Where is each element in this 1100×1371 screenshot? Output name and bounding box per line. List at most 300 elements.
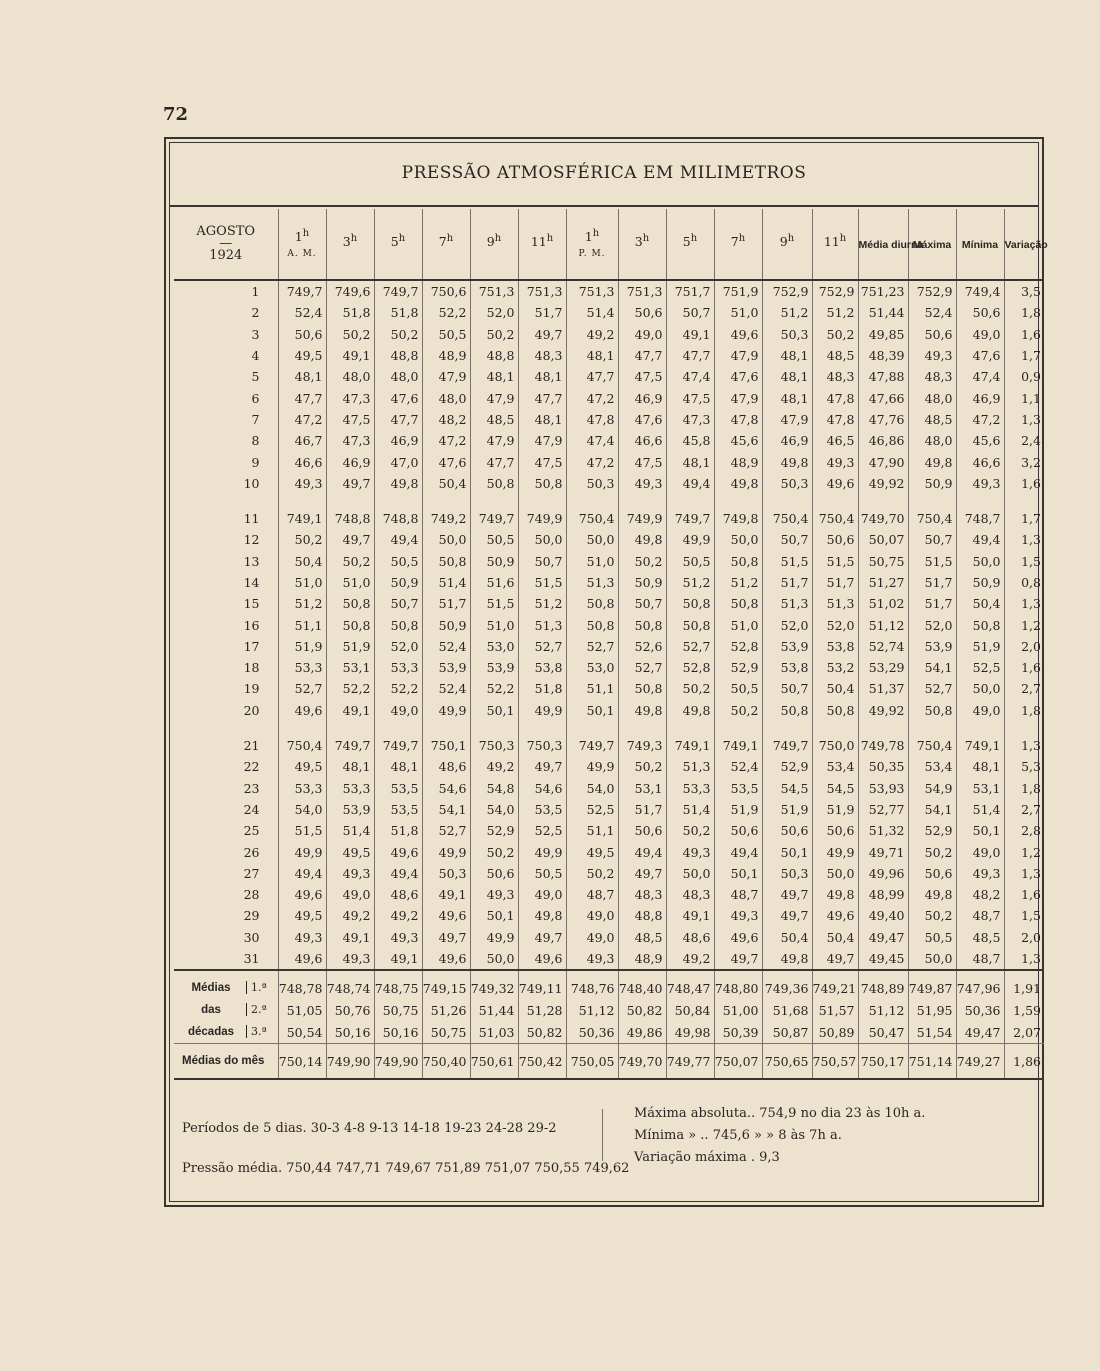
value-cell: 50,5: [374, 551, 422, 572]
hour-number: 1: [584, 229, 593, 245]
value-cell: 54,0: [566, 778, 618, 799]
value-cell: 49,0: [374, 700, 422, 721]
value-cell: 5,3: [1004, 756, 1044, 777]
gap-cell: [422, 494, 470, 508]
value-cell: 48,3: [518, 345, 566, 366]
value-cell: 51,8: [374, 820, 422, 841]
value-cell: 49,4: [278, 863, 326, 884]
footer-left: [182, 1109, 630, 1189]
value-cell: 2,8: [1004, 820, 1044, 841]
value-cell: 49,3: [566, 948, 618, 970]
value-cell: 51,54: [908, 1021, 956, 1044]
value-cell: 49,5: [566, 841, 618, 862]
value-cell: 50,2: [618, 551, 666, 572]
value-cell: 49,71: [858, 841, 908, 862]
value-cell: 48,1: [666, 451, 714, 472]
value-cell: 50,5: [422, 324, 470, 345]
year-label: 1924: [209, 248, 243, 263]
minima-header-label: Mínima: [961, 238, 999, 251]
variacao-header-label: Variação: [1004, 238, 1048, 251]
value-cell: 49,6: [812, 473, 858, 494]
value-cell: 51,0: [566, 551, 618, 572]
table-frame: [164, 137, 1048, 1207]
value-cell: 750,61: [470, 1044, 518, 1080]
value-cell: 749,1: [278, 508, 326, 529]
hour-number: 11: [823, 234, 840, 250]
value-cell: 49,4: [618, 841, 666, 862]
value-cell: 51,4: [422, 572, 470, 593]
value-cell: 49,3: [326, 863, 374, 884]
value-cell: 1,3: [1004, 863, 1044, 884]
value-cell: 51,3: [566, 572, 618, 593]
value-cell: 47,5: [518, 451, 566, 472]
value-cell: 51,4: [566, 302, 618, 323]
value-cell: 50,8: [618, 678, 666, 699]
value-cell: 53,9: [422, 657, 470, 678]
value-cell: 47,8: [812, 409, 858, 430]
decade-mean-row: [174, 999, 1044, 1021]
value-cell: 50,6: [812, 529, 858, 550]
value-cell: 50,2: [326, 324, 374, 345]
value-cell: 51,1: [566, 678, 618, 699]
value-cell: 50,6: [762, 820, 812, 841]
value-cell: 749,8: [714, 508, 762, 529]
value-cell: 52,2: [470, 678, 518, 699]
value-cell: 48,3: [908, 366, 956, 387]
value-cell: 53,29: [858, 657, 908, 678]
value-cell: 750,4: [908, 508, 956, 529]
value-cell: 47,6: [956, 345, 1004, 366]
value-cell: 53,3: [326, 778, 374, 799]
hour-number: 3: [342, 234, 351, 250]
value-cell: 50,1: [956, 820, 1004, 841]
value-cell: 50,8: [714, 551, 762, 572]
value-cell: 48,7: [566, 884, 618, 905]
value-cell: 51,7: [908, 593, 956, 614]
value-cell: 50,7: [762, 529, 812, 550]
value-cell: 50,16: [326, 1021, 374, 1044]
value-cell: 50,6: [908, 863, 956, 884]
max-abs-line: Máxima absoluta.. 754,9 no dia 23 às 10h a.: [634, 1106, 926, 1121]
value-cell: 51,3: [518, 614, 566, 635]
value-cell: 48,3: [666, 884, 714, 905]
value-cell: 49,6: [374, 841, 422, 862]
value-cell: 49,5: [278, 345, 326, 366]
gap-cell: [470, 494, 518, 508]
value-cell: 50,9: [470, 551, 518, 572]
value-cell: 50,5: [470, 529, 518, 550]
hour-header: [666, 209, 714, 280]
value-cell: 52,7: [278, 678, 326, 699]
gap-cell: [566, 494, 618, 508]
decade-mean-row: [174, 1021, 1044, 1044]
value-cell: 49,8: [618, 700, 666, 721]
value-cell: 48,5: [470, 409, 518, 430]
value-cell: 52,0: [908, 614, 956, 635]
value-cell: 50,2: [278, 529, 326, 550]
value-cell: 45,6: [956, 430, 1004, 451]
value-cell: 47,6: [714, 366, 762, 387]
value-cell: 50,2: [908, 905, 956, 926]
value-cell: 49,3: [908, 345, 956, 366]
value-cell: 49,3: [278, 927, 326, 948]
value-cell: 0,8: [1004, 572, 1044, 593]
value-cell: 48,9: [422, 345, 470, 366]
value-cell: 47,90: [858, 451, 908, 472]
value-cell: 50,6: [812, 820, 858, 841]
value-cell: 749,9: [518, 508, 566, 529]
value-cell: 0,9: [1004, 366, 1044, 387]
value-cell: 1,2: [1004, 614, 1044, 635]
value-cell: 48,8: [374, 345, 422, 366]
value-cell: 750,4: [908, 735, 956, 756]
day-cell: 7: [251, 411, 260, 427]
hour-unit: h: [839, 233, 847, 245]
value-cell: 49,92: [858, 473, 908, 494]
value-cell: 48,0: [374, 366, 422, 387]
value-cell: 50,9: [956, 572, 1004, 593]
day-cell: 6: [251, 390, 260, 406]
value-cell: 750,1: [422, 735, 470, 756]
value-cell: 2,7: [1004, 678, 1044, 699]
value-cell: 749,21: [812, 970, 858, 999]
value-cell: 50,2: [812, 324, 858, 345]
value-cell: 49,7: [762, 905, 812, 926]
day-cell: 3: [251, 326, 260, 342]
day-cell: 19: [243, 681, 260, 697]
table-row: [174, 905, 1044, 926]
value-cell: 50,0: [470, 948, 518, 970]
value-cell: 751,3: [518, 280, 566, 302]
value-cell: 751,3: [566, 280, 618, 302]
value-cell: 51,3: [762, 593, 812, 614]
value-cell: 50,6: [618, 820, 666, 841]
value-cell: 47,4: [666, 366, 714, 387]
value-cell: 49,1: [374, 948, 422, 970]
value-cell: 50,75: [374, 999, 422, 1021]
value-cell: 51,5: [762, 551, 812, 572]
hour-number: 3: [634, 234, 643, 250]
value-cell: 48,99: [858, 884, 908, 905]
value-cell: 50,07: [858, 529, 908, 550]
value-cell: 1,91: [1004, 970, 1044, 999]
gap-cell: [956, 494, 1004, 508]
value-cell: 50,7: [762, 678, 812, 699]
value-cell: 51,0: [714, 614, 762, 635]
value-cell: 49,6: [714, 927, 762, 948]
value-cell: 52,9: [714, 657, 762, 678]
hour-header: [714, 209, 762, 280]
value-cell: 54,1: [422, 799, 470, 820]
decade-mean-row: [174, 970, 1044, 999]
value-cell: 47,2: [566, 387, 618, 408]
table-row: [174, 324, 1044, 345]
value-cell: 51,3: [812, 593, 858, 614]
value-cell: 48,39: [858, 345, 908, 366]
value-cell: 47,9: [470, 430, 518, 451]
value-cell: 49,9: [518, 841, 566, 862]
value-cell: 1,5: [1004, 551, 1044, 572]
value-cell: 49,4: [374, 529, 422, 550]
value-cell: 47,2: [956, 409, 1004, 430]
value-cell: 50,2: [908, 841, 956, 862]
value-cell: 46,6: [956, 451, 1004, 472]
hour-number: 9: [779, 234, 788, 250]
table-row: [174, 799, 1044, 820]
value-cell: 750,07: [714, 1044, 762, 1080]
value-cell: 53,9: [470, 657, 518, 678]
gap-cell: [908, 494, 956, 508]
value-cell: 47,9: [714, 345, 762, 366]
value-cell: 49,9: [470, 927, 518, 948]
value-cell: 50,5: [908, 927, 956, 948]
value-cell: 52,9: [470, 820, 518, 841]
value-cell: 748,74: [326, 970, 374, 999]
value-cell: 49,2: [470, 756, 518, 777]
media-diurna-header: [858, 209, 924, 280]
periods-line: Períodos de 5 dias. 30-3 4-8 9-13 14-18 19-23 24-28 29-2: [182, 1121, 557, 1136]
hour-unit: h: [592, 228, 600, 240]
table-row: [174, 756, 1044, 777]
value-cell: 48,9: [618, 948, 666, 970]
value-cell: 48,1: [762, 366, 812, 387]
value-cell: 50,4: [812, 927, 858, 948]
value-cell: 2,07: [1004, 1021, 1044, 1044]
value-cell: 45,6: [714, 430, 762, 451]
title-rule: [170, 205, 1038, 207]
value-cell: 750,4: [278, 735, 326, 756]
hour-header: [812, 209, 858, 280]
value-cell: 1,6: [1004, 657, 1044, 678]
value-cell: 49,7: [812, 948, 858, 970]
value-cell: 50,8: [566, 593, 618, 614]
value-cell: 50,36: [566, 1021, 618, 1044]
table-row: [174, 636, 1044, 657]
value-cell: 52,6: [618, 636, 666, 657]
hour-number: 5: [390, 234, 399, 250]
day-cell: 29: [243, 908, 260, 924]
value-cell: 48,0: [908, 430, 956, 451]
gap-cell: [422, 721, 470, 735]
value-cell: 53,8: [812, 636, 858, 657]
value-cell: 51,4: [956, 799, 1004, 820]
value-cell: 50,2: [666, 678, 714, 699]
value-cell: 52,7: [908, 678, 956, 699]
value-cell: 47,7: [374, 409, 422, 430]
hour-unit: h: [690, 233, 698, 245]
value-cell: 50,6: [714, 820, 762, 841]
value-cell: 53,3: [374, 657, 422, 678]
value-cell: 52,74: [858, 636, 908, 657]
value-cell: 48,3: [618, 884, 666, 905]
value-cell: 1,7: [1004, 345, 1044, 366]
hour-number: 11: [530, 234, 547, 250]
gap-cell: [1004, 494, 1044, 508]
gap-cell: [174, 721, 278, 735]
value-cell: 49,1: [326, 345, 374, 366]
value-cell: 50,8: [812, 700, 858, 721]
value-cell: 48,1: [278, 366, 326, 387]
month-dash: —: [219, 236, 233, 251]
hour-header: [374, 209, 422, 280]
gap-cell: [470, 721, 518, 735]
value-cell: 749,1: [714, 735, 762, 756]
value-cell: 50,0: [812, 863, 858, 884]
value-cell: 52,7: [618, 657, 666, 678]
value-cell: 1,1: [1004, 387, 1044, 408]
value-cell: 49,7: [326, 473, 374, 494]
value-cell: 49,8: [518, 905, 566, 926]
value-cell: 47,7: [618, 345, 666, 366]
value-cell: 51,2: [278, 593, 326, 614]
value-cell: 49,85: [858, 324, 908, 345]
value-cell: 50,9: [374, 572, 422, 593]
value-cell: 49,3: [956, 473, 1004, 494]
table-row: [174, 841, 1044, 862]
value-cell: 49,0: [566, 905, 618, 926]
value-cell: 50,2: [566, 863, 618, 884]
value-cell: 50,3: [762, 863, 812, 884]
table-row: [174, 820, 1044, 841]
value-cell: 51,2: [762, 302, 812, 323]
day-cell: 31: [243, 951, 260, 967]
value-cell: 48,1: [518, 366, 566, 387]
value-cell: 748,78: [278, 970, 326, 999]
value-cell: 751,9: [714, 280, 762, 302]
value-cell: 749,90: [374, 1044, 422, 1080]
value-cell: 747,96: [956, 970, 1004, 999]
gap-cell: [618, 721, 666, 735]
value-cell: 48,7: [956, 905, 1004, 926]
value-cell: 54,9: [908, 778, 956, 799]
value-cell: 48,5: [812, 345, 858, 366]
gap-cell: [812, 721, 858, 735]
value-cell: 51,7: [812, 572, 858, 593]
value-cell: 54,1: [908, 799, 956, 820]
value-cell: 748,8: [326, 508, 374, 529]
value-cell: 50,3: [422, 863, 470, 884]
value-cell: 49,47: [956, 1021, 1004, 1044]
value-cell: 53,2: [812, 657, 858, 678]
value-cell: 52,0: [470, 302, 518, 323]
value-cell: 750,40: [422, 1044, 470, 1080]
value-cell: 49,7: [714, 948, 762, 970]
table-row: [174, 387, 1044, 408]
gap-cell: [762, 494, 812, 508]
value-cell: 51,7: [908, 572, 956, 593]
value-cell: 49,8: [374, 473, 422, 494]
value-cell: 50,8: [714, 593, 762, 614]
value-cell: 49,40: [858, 905, 908, 926]
value-cell: 3,5: [1004, 280, 1044, 302]
value-cell: 750,4: [762, 508, 812, 529]
value-cell: 50,1: [762, 841, 812, 862]
value-cell: 48,9: [714, 451, 762, 472]
value-cell: 1,6: [1004, 884, 1044, 905]
value-cell: 1,8: [1004, 700, 1044, 721]
value-cell: 749,6: [326, 280, 374, 302]
day-cell: 13: [243, 553, 260, 569]
value-cell: 750,4: [812, 508, 858, 529]
value-cell: 50,8: [762, 700, 812, 721]
value-cell: 2,0: [1004, 927, 1044, 948]
value-cell: 49,5: [278, 756, 326, 777]
table-row: [174, 508, 1044, 529]
value-cell: 47,3: [326, 387, 374, 408]
value-cell: 47,7: [518, 387, 566, 408]
hour-header: [422, 209, 470, 280]
value-cell: 52,0: [374, 636, 422, 657]
value-cell: 50,2: [326, 551, 374, 572]
value-cell: 748,8: [374, 508, 422, 529]
value-cell: 749,7: [374, 280, 422, 302]
gap-cell: [1004, 721, 1044, 735]
value-cell: 49,3: [374, 927, 422, 948]
value-cell: 50,2: [714, 700, 762, 721]
value-cell: 50,4: [278, 551, 326, 572]
value-cell: 51,3: [666, 756, 714, 777]
value-cell: 49,3: [812, 451, 858, 472]
value-cell: 50,4: [956, 593, 1004, 614]
value-cell: 51,9: [762, 799, 812, 820]
value-cell: 48,5: [618, 927, 666, 948]
value-cell: 52,7: [666, 636, 714, 657]
value-cell: 1,3: [1004, 735, 1044, 756]
value-cell: 50,0: [422, 529, 470, 550]
day-cell: 26: [243, 844, 260, 860]
value-cell: 50,8: [666, 593, 714, 614]
table-body: [174, 280, 1044, 1079]
value-cell: 50,0: [956, 678, 1004, 699]
value-cell: 47,5: [326, 409, 374, 430]
decade-label-cell: [174, 1021, 278, 1044]
value-cell: 53,8: [762, 657, 812, 678]
hour-header: [278, 209, 326, 280]
value-cell: 49,2: [326, 905, 374, 926]
value-cell: 50,8: [422, 551, 470, 572]
value-cell: 53,93: [858, 778, 908, 799]
value-cell: 51,28: [518, 999, 566, 1021]
value-cell: 50,7: [374, 593, 422, 614]
value-cell: 49,6: [812, 905, 858, 926]
value-cell: 49,7: [618, 863, 666, 884]
gap-cell: [518, 721, 566, 735]
value-cell: 749,2: [422, 508, 470, 529]
value-cell: 53,9: [908, 636, 956, 657]
value-cell: 53,0: [566, 657, 618, 678]
hour-header: [618, 209, 666, 280]
value-cell: 51,44: [858, 302, 908, 323]
day-cell: 27: [243, 865, 260, 881]
value-cell: 1,2: [1004, 841, 1044, 862]
value-cell: 750,17: [858, 1044, 908, 1080]
value-cell: 49,96: [858, 863, 908, 884]
gap-cell: [174, 494, 278, 508]
value-cell: 50,8: [956, 614, 1004, 635]
value-cell: 53,9: [326, 799, 374, 820]
value-cell: 47,6: [422, 451, 470, 472]
value-cell: 52,77: [858, 799, 908, 820]
value-cell: 50,1: [470, 905, 518, 926]
value-cell: 1,8: [1004, 778, 1044, 799]
value-cell: 51,12: [858, 999, 908, 1021]
value-cell: 751,14: [908, 1044, 956, 1080]
value-cell: 46,86: [858, 430, 908, 451]
hour-unit: h: [738, 233, 746, 245]
table-row: [174, 451, 1044, 472]
value-cell: 47,6: [618, 409, 666, 430]
value-cell: 49,0: [326, 884, 374, 905]
